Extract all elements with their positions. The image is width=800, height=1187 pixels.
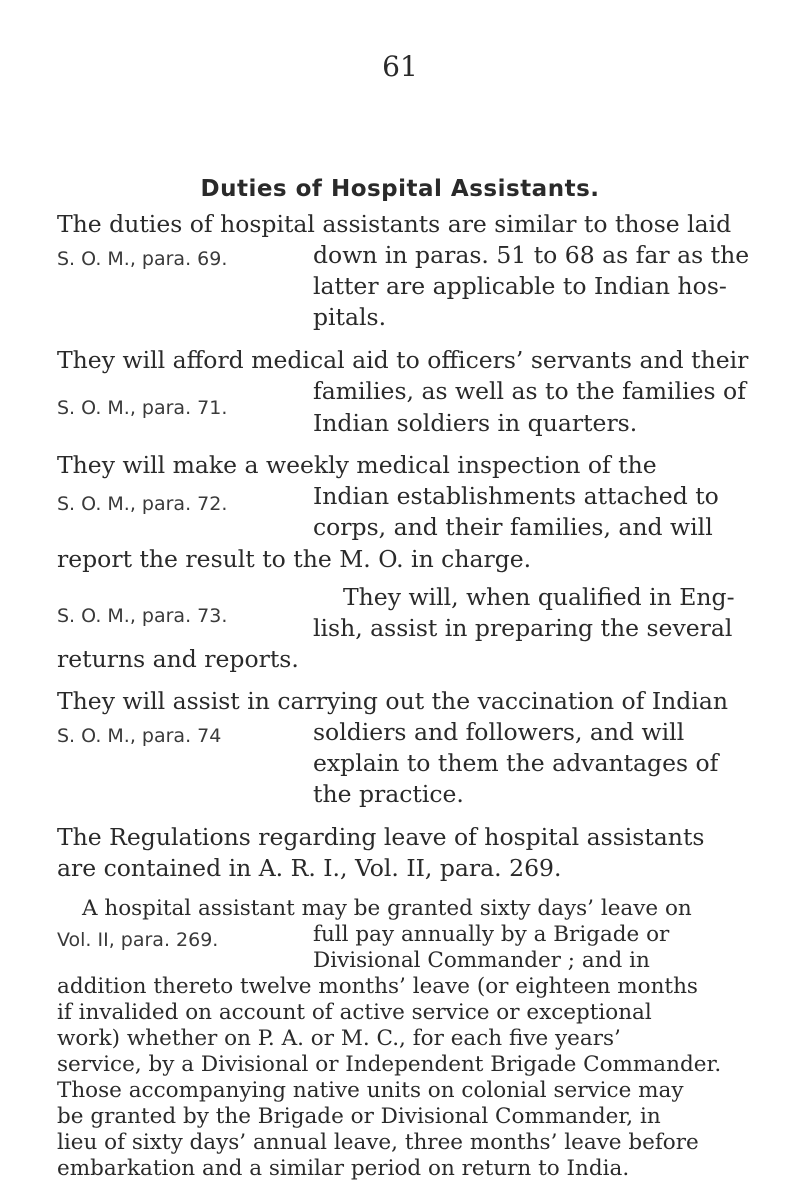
text-line: They will afford medical aid to officers’ servants and their [57, 346, 749, 374]
margin-note: S. O. M., para. 69. [57, 248, 228, 270]
margin-note: S. O. M., para. 74 [57, 725, 222, 747]
text-line: lish, assist in preparing the several [313, 614, 733, 642]
text-line: full pay annually by a Brigade or [313, 922, 670, 947]
text-line: They will, when qualified in Eng- [343, 583, 735, 611]
text-line: the practice. [313, 780, 464, 808]
page-number: 61 [382, 50, 418, 83]
text-line: are contained in A. R. I., Vol. II, para. 269. [57, 854, 562, 882]
text-line: Divisional Commander ; and in [313, 948, 650, 973]
text-line: Indian soldiers in quarters. [313, 409, 638, 437]
text-line: latter are applicable to Indian hos- [313, 272, 727, 300]
text-line: be granted by the Brigade or Divisional Commander, in [57, 1104, 661, 1129]
text-line: addition thereto twelve months’ leave (or eighteen months [57, 974, 698, 999]
text-line: soldiers and followers, and will [313, 718, 685, 746]
text-line: down in paras. 51 to 68 as far as the [313, 241, 750, 269]
margin-note: Vol. II, para. 269. [57, 929, 219, 951]
text-line: report the result to the M. O. in charge. [57, 545, 532, 573]
text-line: They will assist in carrying out the vaccination of Indian [57, 687, 728, 715]
text-line: if invalided on account of active service or exceptional [57, 1000, 652, 1025]
text-line: The Regulations regarding leave of hospital assistants [57, 823, 705, 851]
text-line: explain to them the advantages of [313, 749, 719, 777]
text-line: embarkation and a similar period on return to India. [57, 1156, 630, 1181]
text-line: The duties of hospital assistants are similar to those laid [57, 210, 732, 238]
text-line: service, by a Divisional or Independent Brigade Commander. [57, 1052, 722, 1077]
margin-note: S. O. M., para. 72. [57, 493, 228, 515]
page-title: Duties of Hospital Assistants. [200, 176, 600, 202]
text-line: corps, and their families, and will [313, 513, 713, 541]
text-line: families, as well as to the families of [313, 377, 746, 405]
text-line: A hospital assistant may be granted sixty days’ leave on [82, 896, 692, 921]
text-line: returns and reports. [57, 645, 299, 673]
text-line: work) whether on P. A. or M. C., for each five years’ [57, 1026, 621, 1051]
margin-note: S. O. M., para. 73. [57, 605, 228, 627]
margin-note: S. O. M., para. 71. [57, 397, 228, 419]
text-line: Indian establishments attached to [313, 482, 719, 510]
text-line: Those accompanying native units on colonial service may [57, 1078, 684, 1103]
text-line: pitals. [313, 303, 387, 331]
text-line: They will make a weekly medical inspection of the [57, 451, 657, 479]
text-line: lieu of sixty days’ annual leave, three months’ leave before [57, 1130, 699, 1155]
